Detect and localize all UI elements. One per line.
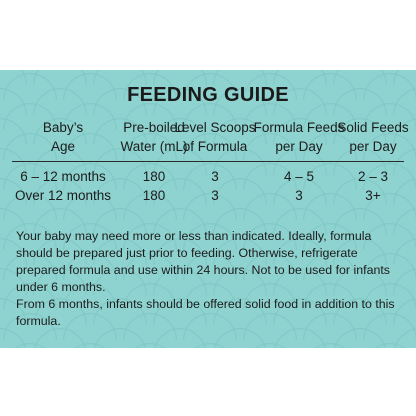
table-cell-age: Over 12 months [14,188,112,203]
column-header-line: Baby’s [42,120,84,135]
feeding-notes [16,228,404,330]
column-header-line: per Day [275,139,323,154]
column-header-formula-feeds [252,118,346,156]
column-header-line: Level Scoops [174,120,256,135]
note-paragraph: From 6 months, infants should be offered solid food in addition to this formula. [16,297,395,328]
column-header-age [8,118,118,156]
table-cell-solid-feeds: 3+ [365,188,381,203]
table-cell-formula-feeds: 4 – 5 [283,169,315,184]
table-cell-age: 6 – 12 months [20,169,106,184]
table-cell-scoops: 3 [211,188,219,203]
table-cell-scoops: 3 [211,169,219,184]
table-divider [12,161,404,162]
feeding-guide-panel [0,70,416,348]
column-header-line: Water (mL) [120,139,188,154]
table-cell-solid-feeds: 2 – 3 [357,169,389,184]
column-header-line: Age [50,139,76,154]
table-cell-water: 180 [142,169,166,184]
note-paragraph: Your baby may need more or less than indicated. Ideally, formula should be prepared just prior to feeding. Otherwise, refrigerate prepared formula and use within 24 hours. Not to be used for infants under 6 months. [16,229,391,294]
column-header-line: per Day [349,139,397,154]
column-header-solid-feeds [336,118,410,156]
column-header-scoops [170,118,260,156]
table-cell-water: 180 [142,188,166,203]
table-cell-formula-feeds: 3 [295,188,303,203]
column-header-line: Solid Feeds [337,120,409,135]
column-header-line: of Formula [182,139,248,154]
column-header-line: Pre-boiled [123,120,185,135]
page-title: FEEDING GUIDE [127,84,289,106]
column-header-line: Formula Feeds [253,120,345,135]
